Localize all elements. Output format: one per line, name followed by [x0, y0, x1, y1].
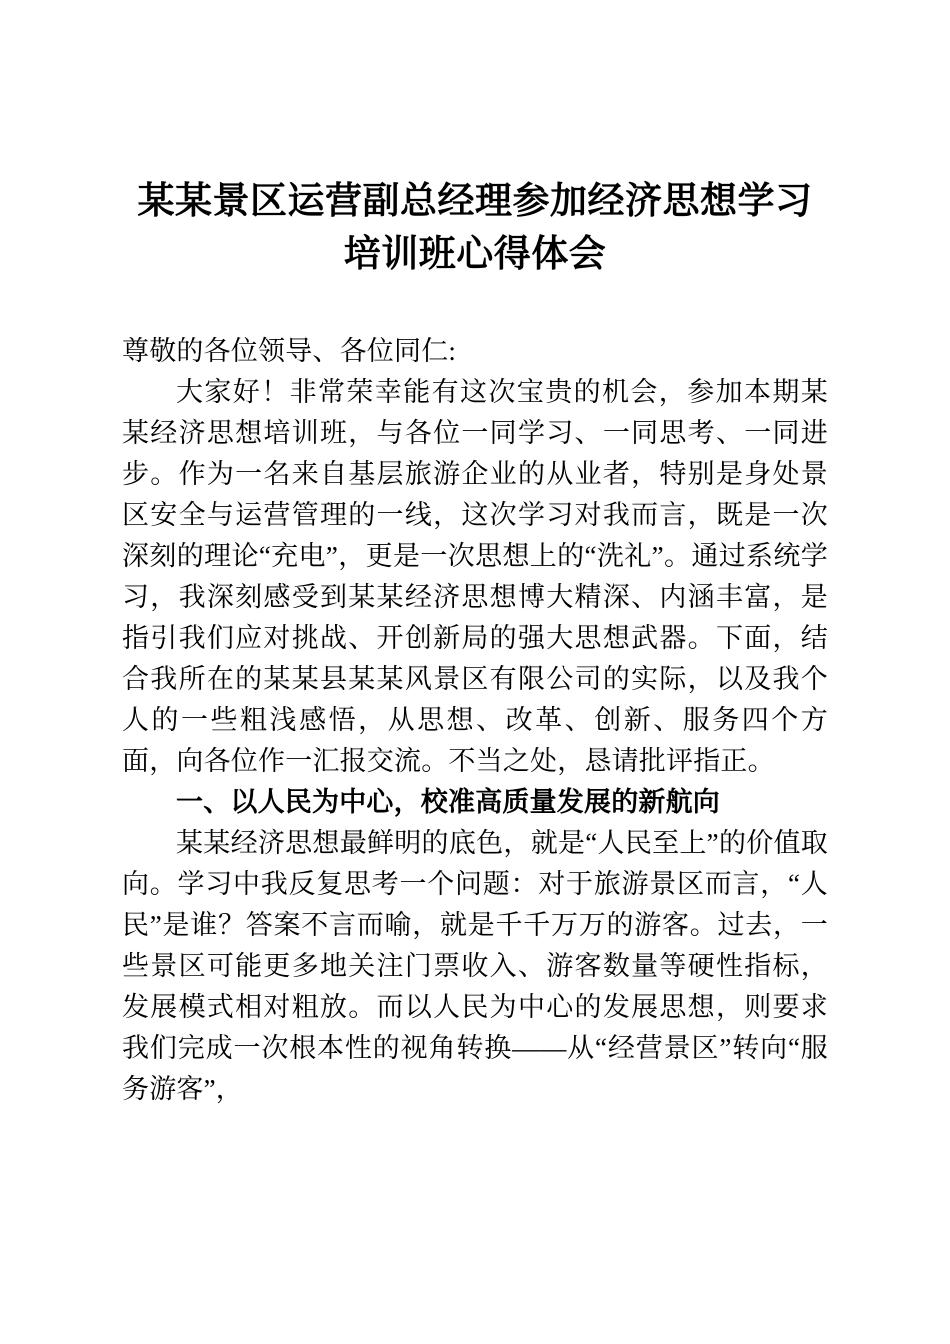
document-body	[122, 0, 828, 1110]
intro-paragraph: 大家好！非常荣幸能有这次宝贵的机会，参加本期某某经济思想培训班，与各位一同学习、一同思考、一同进步。作为一名来自基层旅游企业的从业者，特别是身处景区安全与运营管理的一线，这次学习对我而言，既是一次深刻的理论“充电”，更是一次思想上的“洗礼”。通过系统学习，我深刻感受到某某经济思想博大精深、内涵丰富，是指引我们应对挑战、开创新局的强大思想武器。下面，结合我所在的某某县某某风景区有限公司的实际，以及我个人的一些粗浅感悟，从思想、改革、创新、服务四个方面，向各位作一汇报交流。不当之处，恳请批评指正。	[122, 377, 828, 776]
section-one-paragraph: 某某经济思想最鲜明的底色，就是“人民至上”的价值取向。学习中我反复思考一个问题：对于旅游景区而言，“人民”是谁？答案不言而喻，就是千千万万的游客。过去，一些景区可能更多地关注门票收入、游客数量等硬性指标，发展模式相对粗放。而以人民为中心的发展思想，则要求我们完成一次根本性的视角转换——从“经营景区”转向“服务游客”，	[122, 828, 828, 1104]
page-title: 某某景区运营副总经理参加经济思想学习培训班心得体会	[137, 181, 813, 275]
section-heading-one: 一、以人民为中心，校准高质量发展的新航向	[176, 787, 720, 817]
salutation-line: 尊敬的各位领导、各位同仁:	[122, 336, 457, 366]
